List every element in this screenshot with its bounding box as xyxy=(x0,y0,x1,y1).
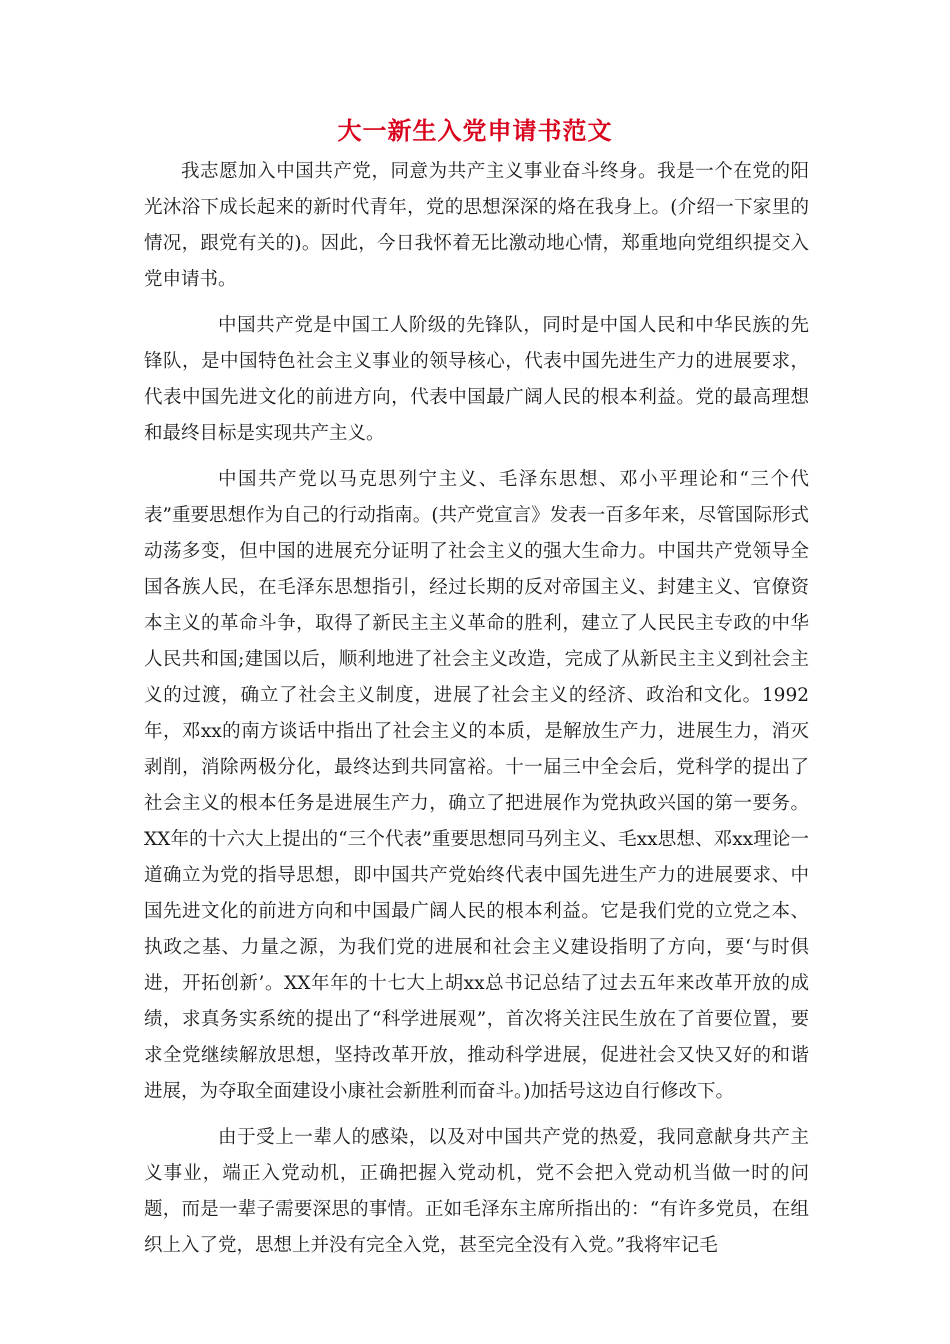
paragraph-intro: 我志愿加入中国共产党，同意为共产主义事业奋斗终身。我是一个在党的阳光沐浴下成长起来的新时代青年，党的思想深深的烙在我身上。(介绍一下家里的情况，跟党有关的)。因此，今日我怀着无比激动地心情，郑重地向党组织提交入党申请书。 xyxy=(144,161,809,290)
document-body xyxy=(144,154,809,1274)
document-title: 大一新生入党申请书范文 xyxy=(337,117,613,145)
paragraph-guiding-ideology: 中国共产党以马克思列宁主义、毛泽东思想、邓小平理论和“三个代表”重要思想作为自己的行动指南。(共产党宣言》发表一百多年来，尽管国际形式动荡多变，但中国的进展充分证明了社会主义的强大生命力。中国共产党领导全国各族人民，在毛泽东思想指引，经过长期的反对帝国主义、封建主义、官僚资本主义的革命斗争，取得了新民主主义革命的胜利，建立了人民民主专政的中华人民共和国;建国以后，顺利地进了社会主义改造，完成了从新民主主义到社会主义的过渡，确立了社会主义制度，进展了社会主义的经济、政治和文化。1992年，邓xx的南方谈话中指出了社会主义的本质，是解放生产力，进展生力，消灭剥削，消除两极分化，最终达到共同富裕。十一届三中全会后，党科学的提出了社会主义的根本任务是进展生产力，确立了把进展作为党执政兴国的第一要务。XX年的十六大上提出的“三个代表”重要思想同马列主义、毛xx思想、邓xx理论一道确立为党的指导思想，即中国共产党始终代表中国先进生产力的进展要求、中国先进文化的前进方向和中国最广阔人民的根本利益。它是我们党的立党之本、执政之基、力量之源，为我们党的进展和社会主义建设指明了方向，要‘与时俱进，开拓创新’。XX年年的十七大上胡xx总书记总结了过去五年来改革开放的成绩，求真务实系统的提出了“科学进展观”，首次将关注民生放在了首要位置，要求全党继续解放思想，坚持改革开放，推动科学进展，促进社会又快又好的和谐进展，为夺取全面建设小康社会新胜利而奋斗。)加括号这边自行修改下。 xyxy=(144,469,809,1102)
paragraph-party-nature: 中国共产党是中国工人阶级的先锋队，同时是中国人民和中华民族的先锋队，是中国特色社会主义事业的领导核心，代表中国先进生产力的进展要求，代表中国先进文化的前进方向，代表中国最广阔人民的根本利益。党的最高理想和最终目标是实现共产主义。 xyxy=(144,315,809,444)
paragraph-motivation: 由于受上一辈人的感染，以及对中国共产党的热爱，我同意献身共产主义事业，端正入党动机，正确把握入党动机，党不会把入党动机当做一时的问题，而是一辈子需要深思的事情。正如毛泽东主席所指出的：“有许多党员，在组织上入了党，思想上并没有完全入党，甚至完全没有入党。”我将牢记毛 xyxy=(144,1127,809,1256)
